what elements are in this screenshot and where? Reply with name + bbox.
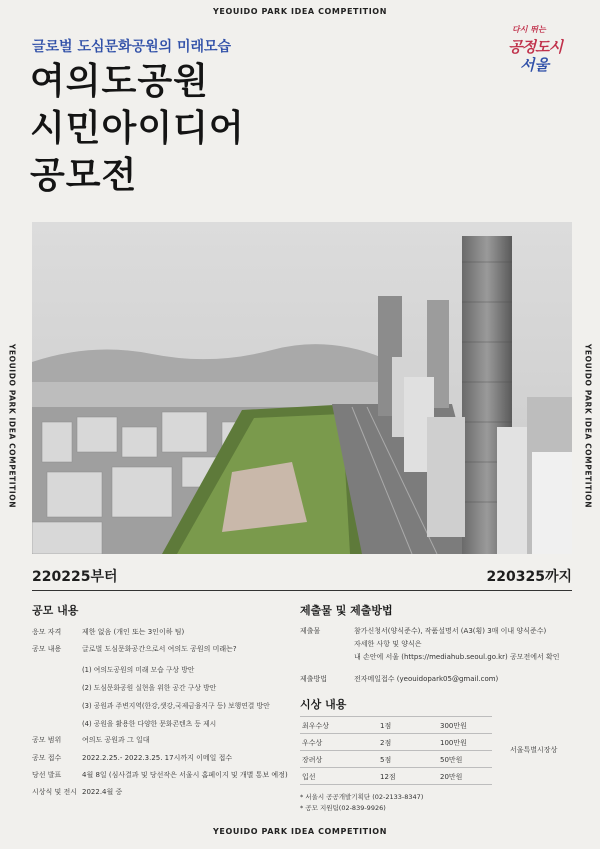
hero-title-line2: 시민아이디어: [30, 108, 245, 149]
top-banner-label: YEOUIDO PARK IDEA COMPETITION: [212, 7, 387, 16]
hero-title-line3: 공모전: [30, 155, 138, 196]
start-date: 220225부터: [32, 569, 118, 585]
date-divider: [32, 590, 572, 591]
list-item: (2) 도심문화공원 실현을 위한 공간 구상 방안: [82, 684, 217, 692]
table-row: 입선 12점 20만원: [300, 767, 492, 784]
list-item: (4) 공원을 활용한 다양한 문화콘텐츠 등 제시: [82, 720, 217, 728]
contact-line-2: * 공모 지원팀(02-839-9926): [300, 804, 386, 812]
left-side-label: YEOUIDO PARK IDEA COMPETITION: [7, 343, 17, 509]
logo-line1: 공정도시: [508, 38, 562, 56]
park-aerial-photo: [32, 222, 572, 554]
award-organizer: 서울특별시장상: [510, 746, 558, 754]
seoul-logo: [504, 22, 570, 74]
end-date: 220325까지: [486, 569, 572, 585]
right-side-label: YEOUIDO PARK IDEA COMPETITION: [583, 343, 593, 509]
awards-section-title: 시상 내용: [300, 698, 347, 711]
contest-date-bar: [32, 566, 572, 588]
bottom-banner-label: YEOUIDO PARK IDEA COMPETITION: [212, 827, 387, 836]
logo-small-text: 다시 뛰는: [512, 25, 546, 34]
table-row: 우수상 2점 100만원: [300, 733, 492, 750]
contact-line-1: * 서울시 공공개발기획단 (02-2133-8347): [300, 793, 424, 801]
table-row: 최우수상 1점 300만원: [300, 716, 492, 733]
table-bottom-border: [300, 784, 492, 785]
list-item: (3) 공원과 주변지역(한강,샛강,국제금융지구 등) 보행연결 방안: [82, 702, 270, 710]
submission-section-title: 제출물 및 제출방법: [300, 604, 393, 617]
contest-section-title: 공모 내용: [32, 604, 79, 617]
hero-title-line1: 여의도공원: [30, 61, 209, 102]
list-item: (1) 여의도공원의 미래 모습 구상 방안: [82, 666, 195, 674]
table-row: 장려상 5점 50만원: [300, 750, 492, 767]
hero-subtitle: 글로벌 도심문화공원의 미래모습: [32, 39, 232, 55]
logo-line2: 서울: [520, 56, 549, 74]
